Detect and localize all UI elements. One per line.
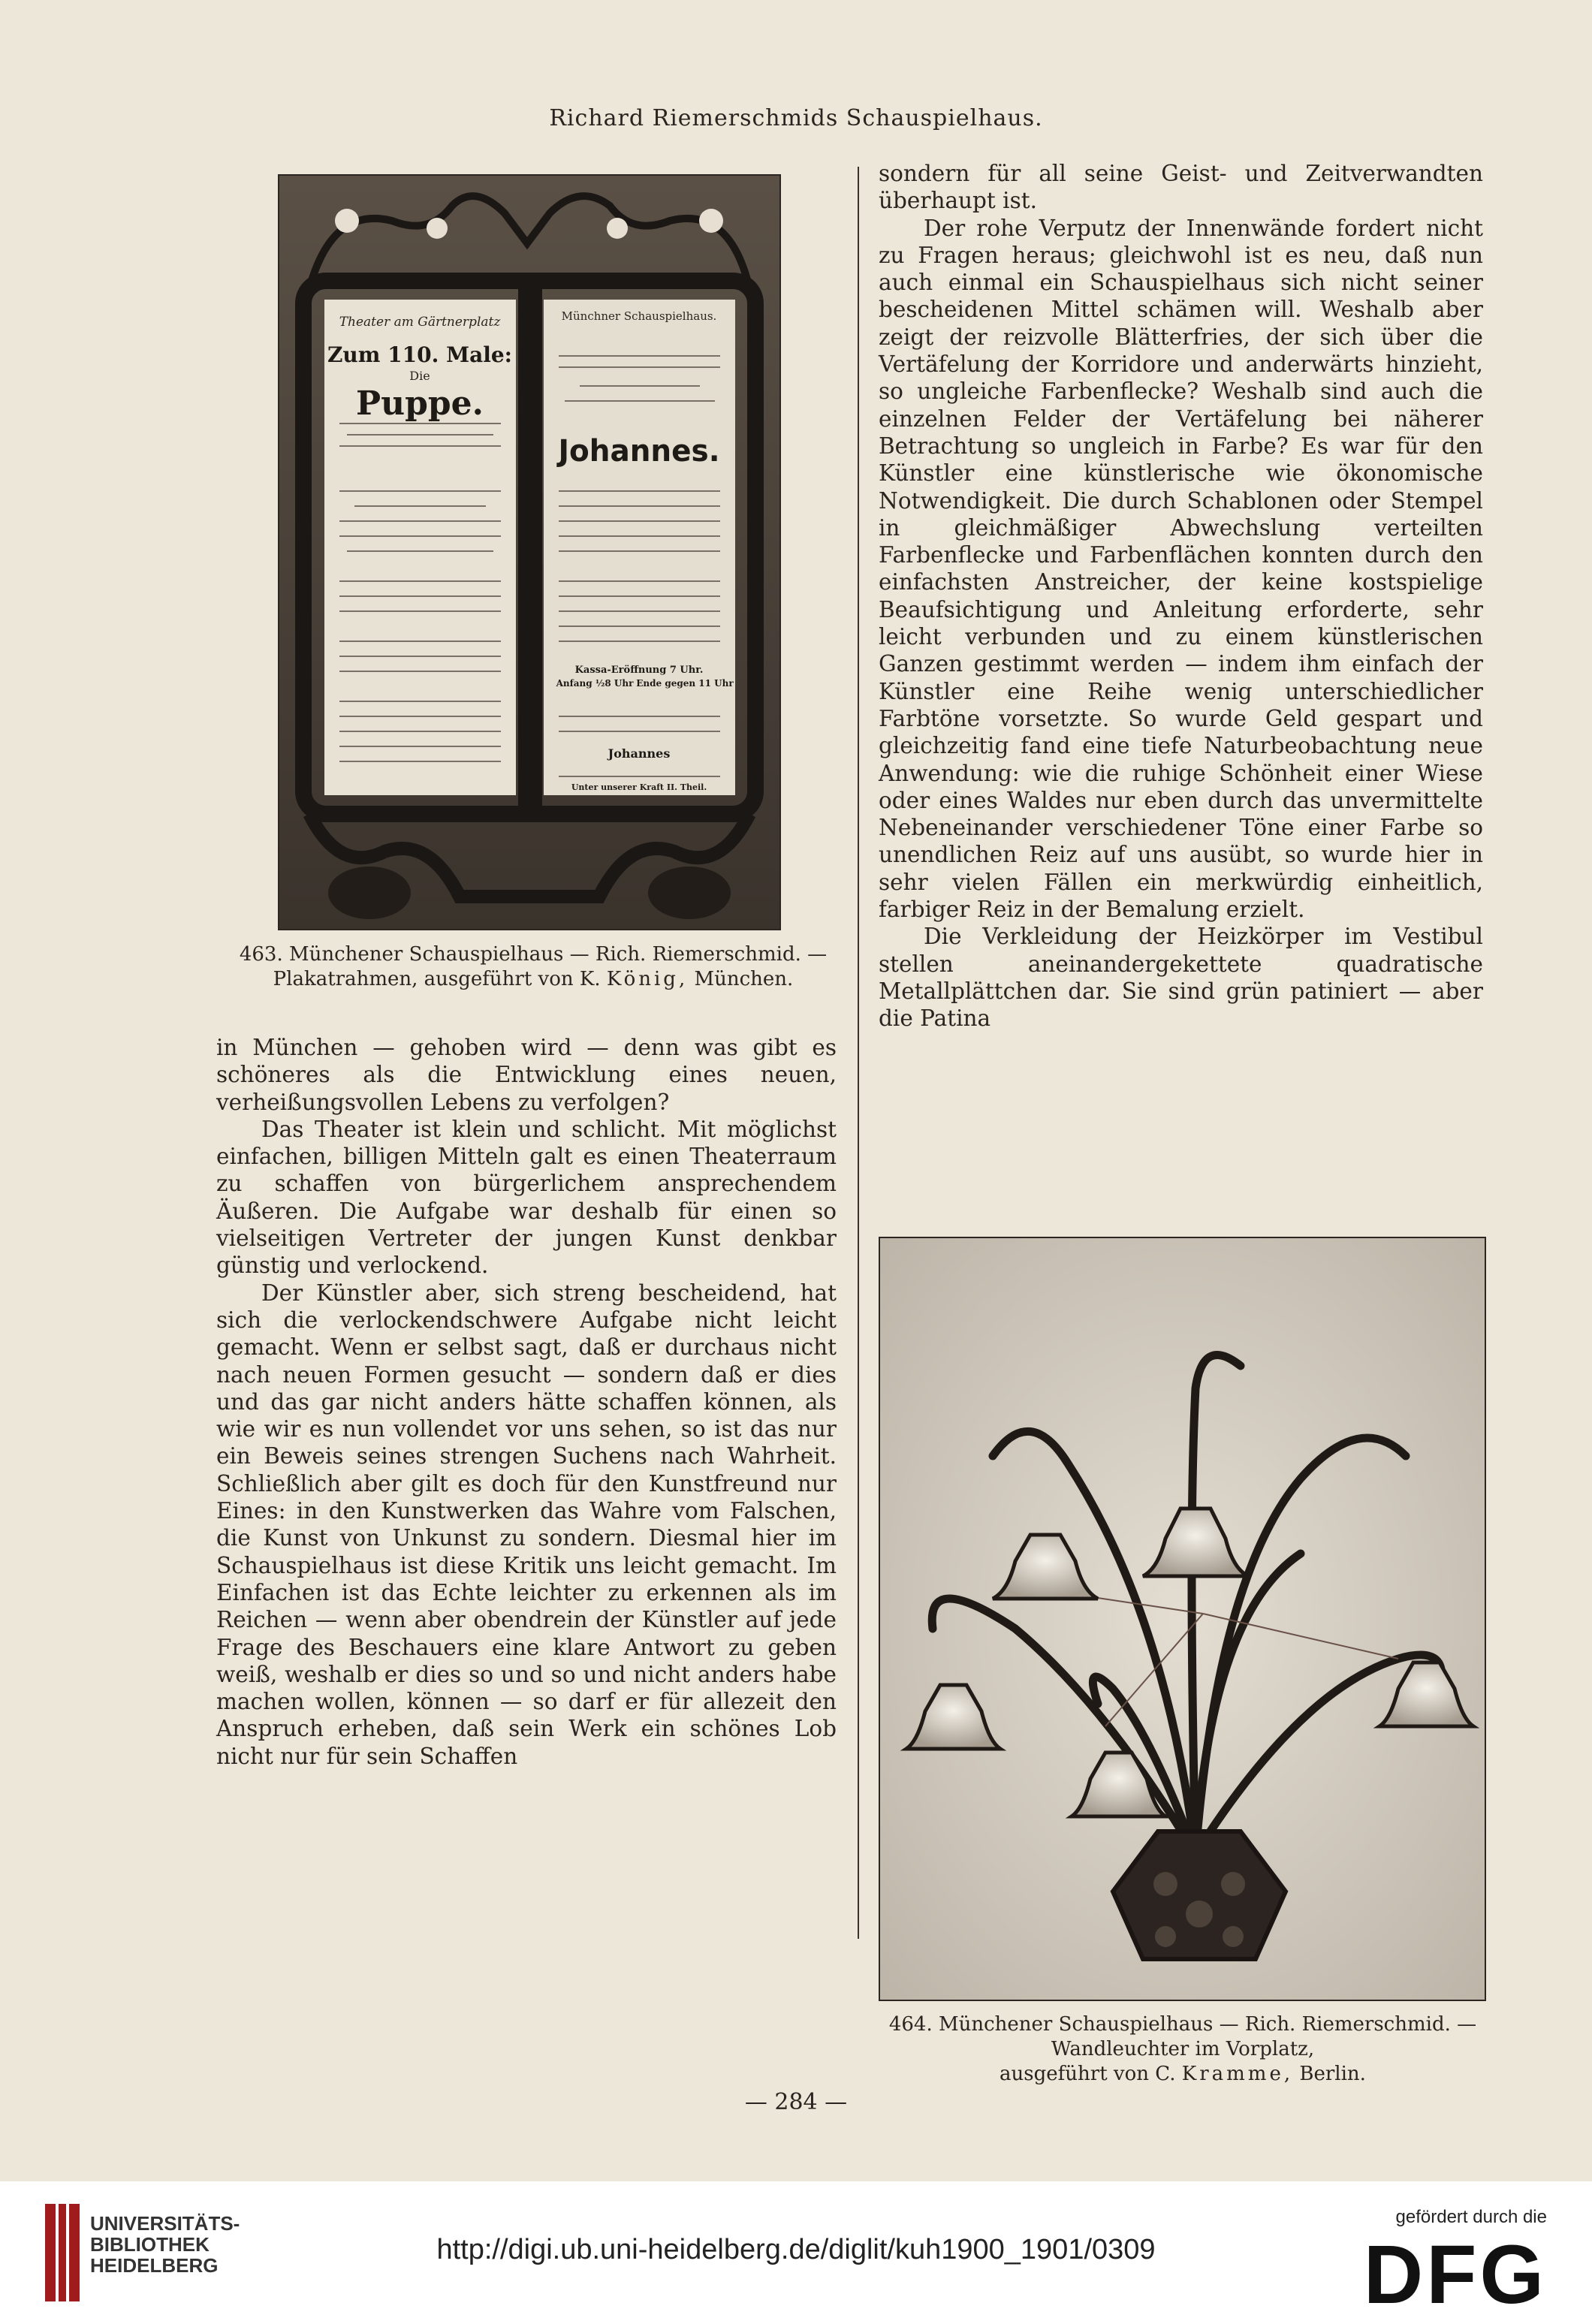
poster-right-footer-play: Johannes: [608, 746, 671, 761]
figure-463-caption-suffix: München.: [694, 968, 794, 990]
left-paragraph-1: in München — gehoben wird — denn was gibt es schöneres als die Entwicklung eines neuen, verheißungsvollen Lebens zu verfolgen?: [216, 1035, 837, 1115]
right-paragraph-1: sondern für all seine Geist- und Zeitverwandten überhaupt ist.: [879, 161, 1483, 214]
poster-right-end: Ende gegen 11 Uhr: [636, 678, 734, 689]
poster-left-play: Puppe.: [356, 384, 484, 423]
poster-frame-photo: [279, 176, 779, 929]
page-number: — 284 —: [744, 2089, 848, 2115]
poster-left-title: Theater am Gärtnerplatz: [339, 315, 501, 330]
left-paragraph-2: Das Theater ist klein und schlicht. Mit möglichst einfachen, billigen Mitteln galt es einen Theaterraum zu schaffen von bürgerlichem ansprechendem Äußeren. Die Aufgabe war deshalb für einen so vielseitigen Vertreter der jungen Kunst denkbar günstig und verlockend.: [216, 1116, 837, 1279]
sponsor-label: gefördert durch die: [1395, 2207, 1547, 2227]
digitization-footer: [0, 2181, 1592, 2324]
library-line-2: BIBLIOTHEK: [90, 2233, 210, 2256]
library-line-3: HEIDELBERG: [90, 2254, 219, 2277]
university-library-logo-icon: [45, 2204, 80, 2301]
poster-right-opening: Kassa-Eröffnung 7 Uhr.: [574, 665, 704, 676]
library-line-1: UNIVERSITÄTS-: [90, 2212, 240, 2235]
figure-poster-frame: [278, 174, 781, 930]
poster-left-die: Die: [409, 369, 430, 383]
column-divider: [858, 167, 859, 1939]
left-paragraph-3: Der Künstler aber, sich streng bescheidend, hat sich die verlockendschwere Aufgabe nicht leicht gemacht. Wenn er selbst sagt, daß er durchaus nicht nach neuen Formen gesucht — sondern daß er dies und das gar nicht anders hätte schaffen können, als wie wir es nun vollendet vor uns sehen, so ist das nur ein Beweis seines strengen Suchens nach Wahrheit. Schließlich aber gilt es doch für den Kunstfreund nur Eines: in den Kunstwerken das Wahre vom Falschen, die Kunst von Unkunst zu sondern. Diesmal hier im Schauspielhaus ist diese Kritik uns leicht gemacht. Im Einfachen ist das Echte leichter zu erkennen als im Reichen — wenn aber obendrein der Künstler auf jede Frage des Beschauers eine klare Antwort zu geben weiß, weshalb er dies so und so und nicht anders habe machen wollen, können — so darf er für allezeit den Anspruch erheben, daß sein Werk ein schönes Lob nicht nur für sein Schaffen: [216, 1280, 837, 1769]
figure-463-caption-line2: [225, 967, 841, 992]
poster-right-title: Münchner Schauspielhaus.: [561, 309, 717, 323]
figure-464-caption-line3: [864, 2062, 1502, 2087]
figure-463-caption-maker: König,: [606, 968, 689, 990]
permalink-url[interactable]: http://digi.ub.uni-heidelberg.de/diglit/kuh1900_1901/0309: [436, 2234, 1156, 2265]
poster-right-footer-line: Unter unserer Kraft II. Theil.: [571, 782, 707, 792]
right-paragraph-3: Die Verkleidung der Heizkörper im Vestibul stellen aneinandergekettete quadratische Metallplättchen dar. Sie sind grün patiniert — aber die Patina: [879, 924, 1483, 1032]
wall-lamp-photo: [880, 1238, 1485, 2000]
left-text-column: [216, 1034, 837, 1770]
figure-464-caption-maker: Kramme,: [1181, 2063, 1294, 2085]
university-library-name: [90, 2213, 240, 2276]
figure-463-caption: [225, 942, 841, 992]
figure-464-caption-line2: Wandleuchter im Vorplatz,: [1051, 2038, 1315, 2060]
dfg-logo: DFG: [1363, 2229, 1547, 2321]
figure-464-caption-line1: 464. Münchener Schauspielhaus — Rich. Riemerschmid. —: [888, 2013, 1477, 2036]
figure-464-caption-prefix: ausgeführt von C.: [1000, 2063, 1176, 2085]
figure-463-caption-line1: 463. Münchener Schauspielhaus — Rich. Riemerschmid. —: [239, 943, 828, 966]
poster-right-play: Johannes.: [556, 434, 720, 469]
right-paragraph-2: Der rohe Verputz der Innenwände fordert nicht zu Fragen heraus; gleichwohl ist es neu, daß nun auch einmal ein Schauspielhaus sich nicht seiner bescheidenen Mittel schämen will. Weshalb aber zeigt der reizvolle Blätterfries, der sich über die Vertäfelung der Korridore und anderwärts hinzieht, so ungleiche Farbenflecke? Weshalb sind auch die einzelnen Felder der Vertäfelung bei näherer Betrachtung so ungleich in Farbe? Es war für den Künstler eine künstlerische wie ökonomische Notwendigkeit. Die durch Schablonen oder Stempel in gleichmäßiger Abwechslung verteilten Farbenflecke und Farbenflächen konnten durch den einfachsten Anstreicher, der keine kostspielige Beaufsichtigung und Anleitung erforderte, sehr leicht verbunden und zu einem künstlerischen Ganzen gestimmt werden — indem ihm einfach der Künstler eine Reihe wenig unterschiedlicher Farbtöne vorsetzte. So wurde Geld gespart und gleichzeitig fand eine tiefe Naturbeobachtung neue Anwendung: wie die ruhige Schönheit einer Wiese oder eines Waldes nur eben durch das unvermittelte Nebeneinander verschiedener Töne einer Farbe so unendlichen Reiz auf uns ausübt, so wurde hier in sehr vielen Fällen ein merkwürdig einheitlich, farbiger Reiz in der Bemalung erzielt.: [879, 215, 1483, 923]
running-header: Richard Riemerschmids Schauspielhaus.: [549, 105, 1043, 131]
figure-463-caption-prefix: Plakatrahmen, ausgeführt von K.: [273, 968, 601, 990]
poster-left-count: Zum 110. Male:: [327, 342, 513, 367]
figure-464-caption: [864, 2012, 1502, 2087]
figure-wall-lamp: [879, 1237, 1486, 2001]
poster-right-start: Anfang ½8 Uhr: [556, 678, 634, 689]
right-text-column: [879, 160, 1483, 1032]
figure-464-caption-suffix: Berlin.: [1299, 2063, 1366, 2085]
